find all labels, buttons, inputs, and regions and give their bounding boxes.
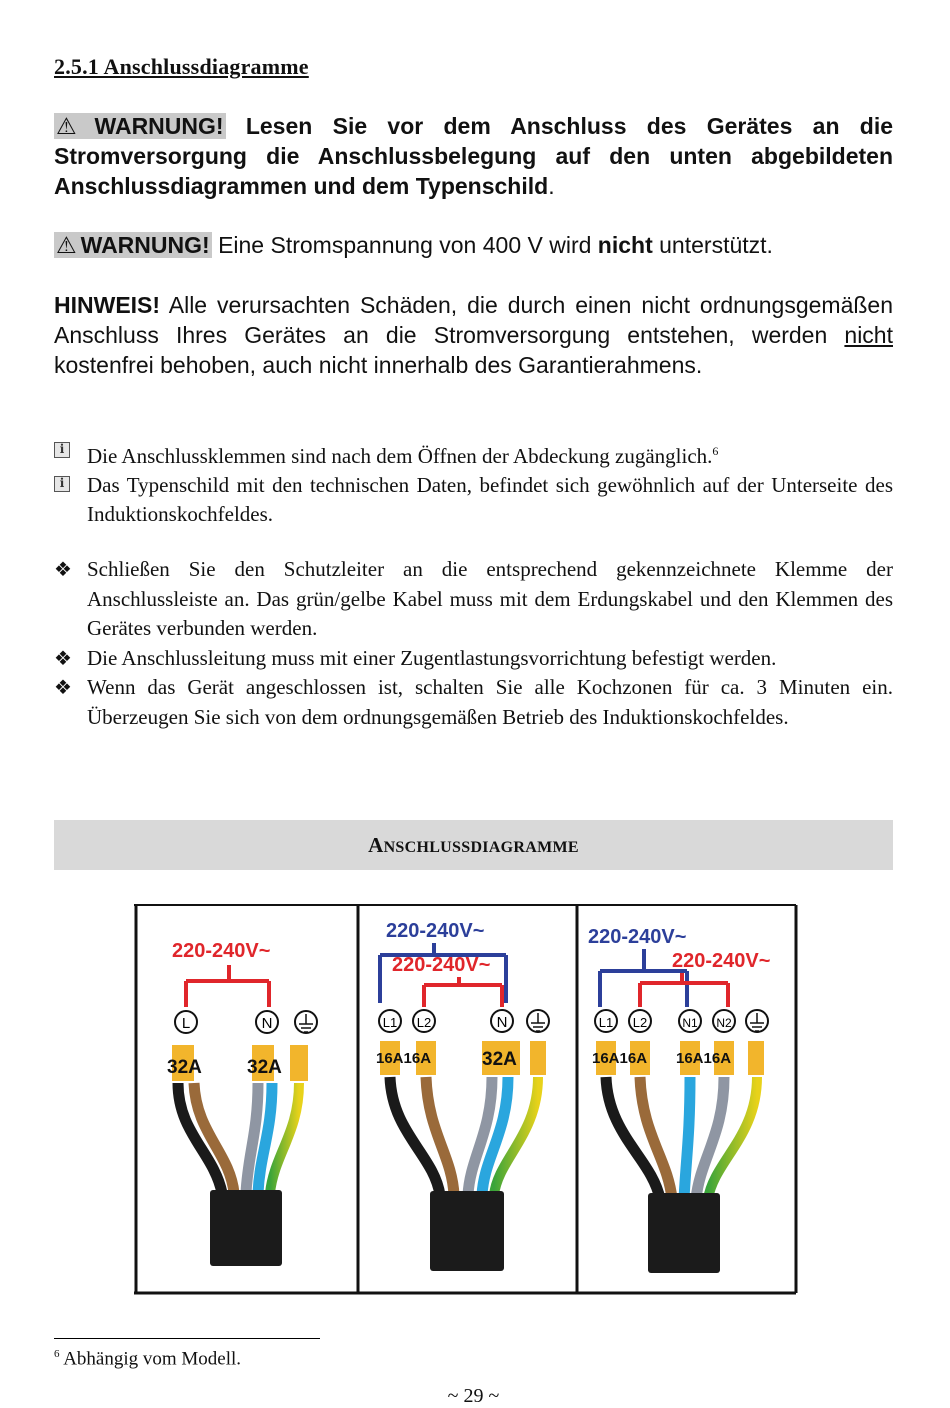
rating-label: 32A [247, 1057, 282, 1078]
wire-tip [290, 1045, 308, 1081]
svg-text:L1: L1 [382, 1015, 398, 1030]
list-item: ❖ Wenn das Gerät angeschlossen ist, schalten Sie alle Kochzonen für ca. 3 Minuten ein. Überzeugen Sie sich von dem ordnungsgemäßen Betrieb des Induktionskochfeldes. [54, 675, 893, 729]
rating-label: 32A [482, 1049, 517, 1070]
svg-text:L1: L1 [598, 1015, 614, 1030]
voltage-label: 220-240V~ [672, 950, 771, 972]
rating-label: 16A16A [676, 1050, 732, 1067]
warning-paragraph-2: ⚠ WARNUNG! Eine Stromspannung von 400 V wird nicht unterstützt. [56, 232, 773, 258]
info-item: i Das Typenschild mit den technischen Daten, befindet sich gewöhnlich auf der Unterseite des Induktionskochfeldes. [54, 471, 893, 529]
svg-text:N2: N2 [716, 1016, 732, 1030]
svg-text:N: N [496, 1014, 508, 1031]
diagrams-banner: ANSCHLUSSDIAGRAMME [54, 820, 893, 870]
note-paragraph: HINWEIS! Alle verursachten Schäden, die durch einen nicht ordnungsgemäßen Anschluss Ihres Gerätes an die Stromversorgung entstehen, werden nicht kostenfrei behoben, auch nicht innerhalb des Garantierahmens. [54, 292, 894, 378]
wire-tip [748, 1041, 764, 1075]
warning-paragraph-1: ⚠ WARNUNG! Lesen Sie vor dem Anschluss des Gerätes an die Stromversorgung die Anschlussbelegung auf den unten abgebildeten Anschlussdiagrammen und dem Typenschild. [54, 113, 893, 199]
info-list [54, 437, 893, 529]
cable-sheath [210, 1190, 282, 1266]
warning-triangle-icon: ⚠ [56, 232, 77, 258]
connection-diagrams [134, 903, 798, 1295]
list-item: ❖ Die Anschlussleitung muss mit einer Zugentlastungsvorrichtung befestigt werden. [54, 644, 893, 674]
wire-blue [684, 1077, 690, 1199]
svg-text:L: L [181, 1015, 191, 1032]
diamond-bullet-icon: ❖ [54, 675, 72, 699]
svg-text:L2: L2 [416, 1015, 432, 1030]
info-item: i Die Anschlussklemmen sind nach dem Öffnen der Abdeckung zugänglich.$^6$ [54, 437, 893, 471]
rating-label: 32A [167, 1057, 202, 1078]
rating-label: 16A16A [376, 1050, 432, 1067]
voltage-label: 220-240V~ [588, 926, 687, 948]
diamond-bullet-icon: ❖ [54, 645, 72, 670]
footnote-divider [54, 1338, 320, 1339]
section-heading: 2.5.1 Anschlussdiagramme [54, 54, 309, 79]
info-icon: i [54, 476, 70, 492]
warning-1-text: Lesen Sie vor dem Anschluss des Gerätes an die Stromversorgung die Anschlussbelegung auf den unten abgebildeten Anschlussdiagrammen und dem Typenschild [54, 113, 893, 199]
svg-text:L2: L2 [632, 1015, 648, 1030]
voltage-label: 220-240V~ [386, 920, 485, 942]
step-list [54, 555, 893, 732]
note-tag: HINWEIS! [54, 292, 161, 318]
warning-tag-2: ⚠ WARNUNG! [56, 232, 210, 258]
warning-tag-1: ⚠ WARNUNG! [56, 113, 224, 139]
voltage-label: 220-240V~ [172, 940, 271, 962]
voltage-label: 220-240V~ [392, 954, 491, 976]
cable-sheath [430, 1191, 504, 1271]
warning-triangle-icon: ⚠ [56, 113, 91, 139]
diamond-bullet-icon: ❖ [54, 557, 72, 581]
svg-text:N: N [261, 1015, 273, 1032]
footnote: $^6$ Abhängig vom Modell. [54, 1348, 242, 1370]
cable-sheath [648, 1193, 720, 1273]
rating-label: 16A16A [592, 1050, 648, 1067]
info-icon: i [54, 442, 70, 458]
page-number: ~ 29 ~ [447, 1385, 500, 1407]
wire-tip [530, 1041, 546, 1075]
list-item: ❖ Schließen Sie den Schutzleiter an die entsprechend gekennzeichnete Klemme der Anschlussleiste an. Das grün/gelbe Kabel muss mit dem Erdungskabel und den Klemmen des Gerätes verbunden werden. [54, 557, 893, 640]
svg-text:N1: N1 [682, 1016, 698, 1030]
